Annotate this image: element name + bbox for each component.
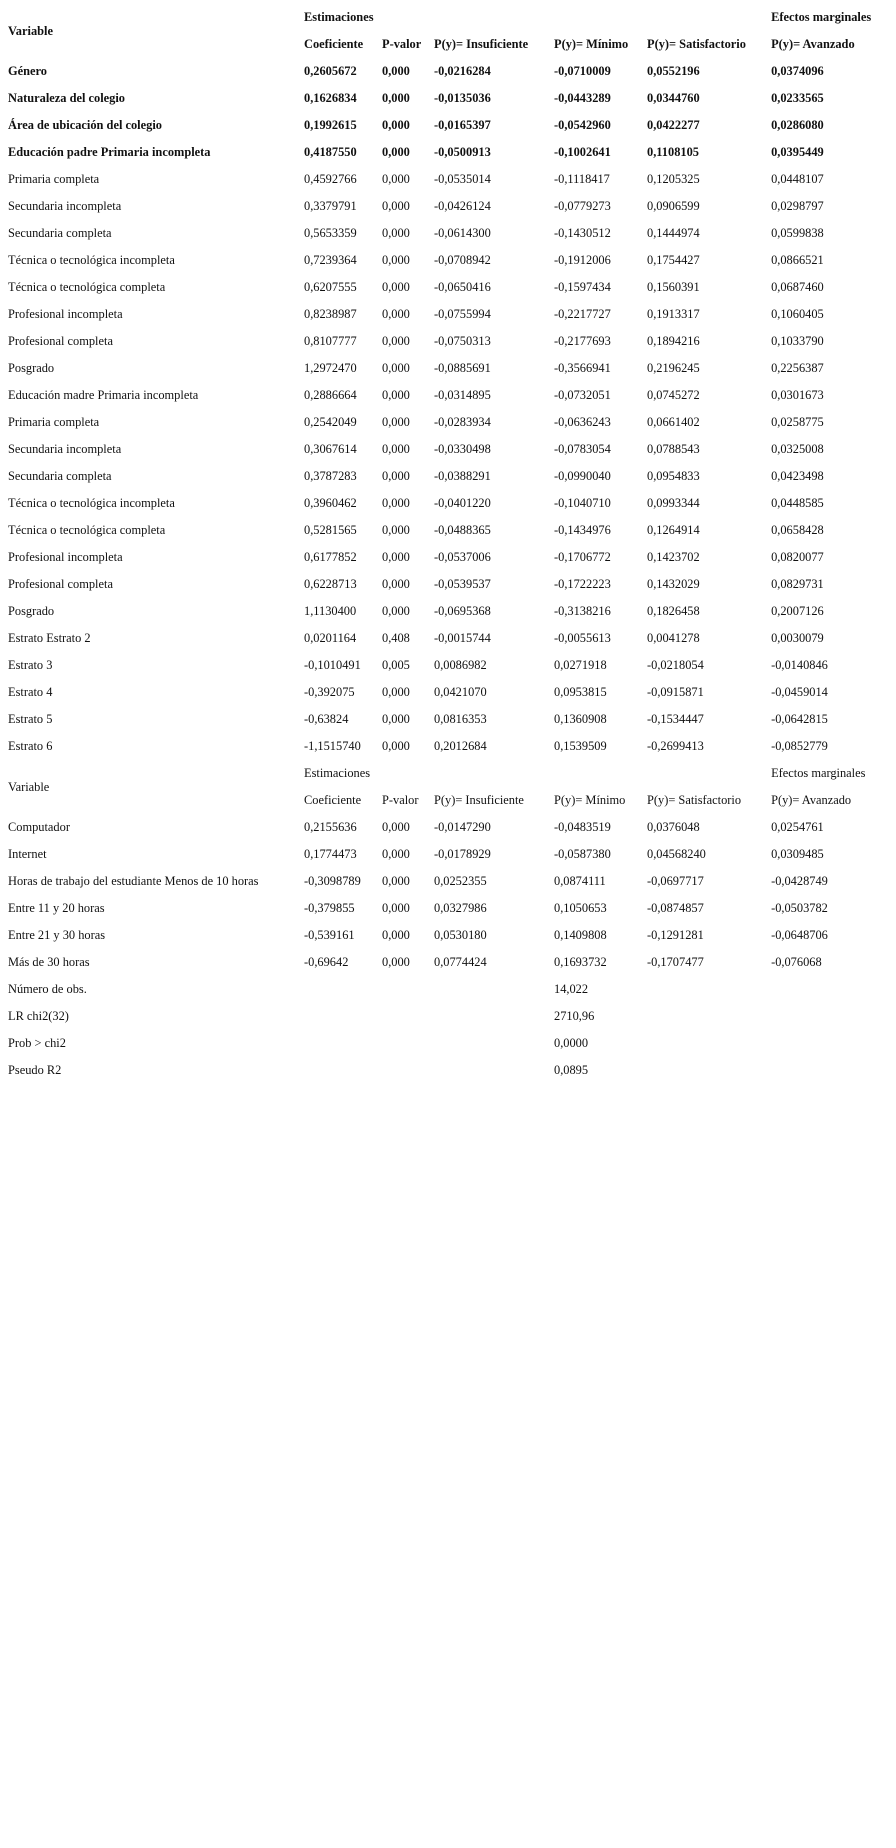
value-cell: 0,000	[382, 901, 410, 916]
table-row	[2, 85, 882, 112]
value-cell: 0,1050653	[554, 901, 607, 916]
column-header: P-valor	[382, 793, 419, 808]
value-cell: 0,0254761	[771, 820, 824, 835]
column-header: Coeficiente	[304, 37, 364, 52]
value-cell: 0,000	[382, 253, 410, 268]
stat-label: Prob > chi2	[8, 1036, 66, 1051]
value-cell: 0,0448585	[771, 496, 824, 511]
value-cell: -0,0147290	[434, 820, 491, 835]
value-cell: 0,2542049	[304, 415, 357, 430]
value-cell: -0,0852779	[771, 739, 828, 754]
variable-header: Variable	[8, 23, 53, 38]
column-header: P(y)= Satisfactorio	[647, 793, 742, 808]
table-row	[2, 139, 882, 166]
value-cell: 0,0376048	[647, 820, 700, 835]
value-cell: 0,000	[382, 928, 410, 943]
variable-label: Secundaria incompleta	[8, 442, 122, 457]
value-cell: -0,0537006	[434, 550, 491, 565]
value-cell: 0,000	[382, 523, 410, 538]
column-header: P(y)= Mínimo	[554, 37, 629, 52]
table-row	[2, 733, 882, 760]
value-cell: -0,1002641	[554, 145, 611, 160]
value-cell: 0,0906599	[647, 199, 700, 214]
value-cell: 0,000	[382, 604, 410, 619]
value-cell: 0,7239364	[304, 253, 357, 268]
value-cell: 0,0788543	[647, 442, 700, 457]
value-cell: 0,0993344	[647, 496, 700, 511]
value-cell: -0,1291281	[647, 928, 704, 943]
table-row	[2, 247, 882, 274]
value-cell: 0,0953815	[554, 685, 607, 700]
value-cell: -0,392075	[304, 685, 355, 700]
variable-header: Variable	[8, 779, 50, 794]
value-cell: 0,1626834	[304, 91, 357, 106]
value-cell: 0,2256387	[771, 361, 824, 376]
variable-label: Secundaria incompleta	[8, 199, 122, 214]
value-cell: -0,0015744	[434, 631, 491, 646]
value-cell: -0,0539537	[434, 577, 491, 592]
value-cell: 0,0258775	[771, 415, 824, 430]
value-cell: 0,0327986	[434, 901, 487, 916]
value-cell: -0,0614300	[434, 226, 491, 241]
table-row	[2, 328, 882, 355]
stat-spacer	[298, 1057, 548, 1084]
value-cell: 0,0325008	[771, 442, 824, 457]
value-cell: -0,0140846	[771, 658, 828, 673]
variable-label: Posgrado	[8, 604, 55, 619]
column-header: Coeficiente	[304, 793, 362, 808]
stats-row	[2, 976, 882, 1003]
value-cell: -0,0178929	[434, 847, 491, 862]
value-cell: -0,1912006	[554, 253, 611, 268]
value-cell: 0,1826458	[647, 604, 700, 619]
value-cell: -0,0750313	[434, 334, 491, 349]
value-cell: -0,0542960	[554, 118, 611, 133]
table-row	[2, 220, 882, 247]
value-cell: -0,3566941	[554, 361, 611, 376]
table-row	[2, 436, 882, 463]
value-cell: 0,0829731	[771, 577, 824, 592]
value-cell: 0,0745272	[647, 388, 700, 403]
value-cell: 0,000	[382, 361, 410, 376]
value-cell: 0,0301673	[771, 388, 824, 403]
value-cell: 0,2605672	[304, 64, 357, 79]
variable-label: Computador	[8, 820, 70, 835]
value-cell: 0,0816353	[434, 712, 487, 727]
value-cell: 0,000	[382, 577, 410, 592]
value-cell: 0,2007126	[771, 604, 824, 619]
value-cell: -0,0401220	[434, 496, 491, 511]
variable-label: Primaria completa	[8, 415, 100, 430]
value-cell: 0,3379791	[304, 199, 357, 214]
stats-row	[2, 1003, 882, 1030]
value-cell: -0,0426124	[434, 199, 491, 214]
value-cell: 0,0395449	[771, 145, 824, 160]
value-cell: 0,000	[382, 712, 410, 727]
value-cell: -0,0990040	[554, 469, 611, 484]
efectos-marginales-header: Efectos marginales	[771, 766, 866, 781]
value-cell: 0,0374096	[771, 64, 824, 79]
table-row	[2, 193, 882, 220]
value-cell: 0,1108105	[647, 145, 699, 160]
value-cell: 0,1992615	[304, 118, 357, 133]
value-cell: -0,0055613	[554, 631, 611, 646]
column-header: P(y)= Mínimo	[554, 793, 626, 808]
value-cell: 0,000	[382, 739, 410, 754]
value-cell: 0,6207555	[304, 280, 357, 295]
value-cell: 0,000	[382, 307, 410, 322]
column-header: P(y)= Insuficiente	[434, 793, 524, 808]
variable-label: Estrato 5	[8, 712, 53, 727]
variable-label: Técnica o tecnológica completa	[8, 523, 166, 538]
value-cell: -0,0500913	[434, 145, 491, 160]
value-cell: 0,0422277	[647, 118, 700, 133]
table-row	[2, 463, 882, 490]
value-cell: 0,1444974	[647, 226, 700, 241]
value-cell: 0,0954833	[647, 469, 700, 484]
value-cell: -1,1515740	[304, 739, 361, 754]
value-cell: 0,0448107	[771, 172, 824, 187]
value-cell: 0,1205325	[647, 172, 700, 187]
stats-row	[2, 1057, 882, 1084]
value-cell: 0,0530180	[434, 928, 487, 943]
value-cell: -0,0648706	[771, 928, 828, 943]
table-row	[2, 274, 882, 301]
table-row	[2, 706, 882, 733]
value-cell: 0,000	[382, 388, 410, 403]
value-cell: 0,2012684	[434, 739, 487, 754]
estimaciones-header: Estimaciones	[304, 10, 374, 25]
value-cell: 1,2972470	[304, 361, 357, 376]
value-cell: -0,0697717	[647, 874, 704, 889]
value-cell: -0,1430512	[554, 226, 611, 241]
value-cell: 0,0687460	[771, 280, 824, 295]
value-cell: 0,3067614	[304, 442, 357, 457]
value-cell: -0,0330498	[434, 442, 491, 457]
variable-label: Más de 30 horas	[8, 955, 90, 970]
value-cell: 0,408	[382, 631, 410, 646]
value-cell: 0,04568240	[647, 847, 706, 862]
value-cell: 0,000	[382, 415, 410, 430]
value-cell: 0,0344760	[647, 91, 700, 106]
value-cell: 0,0271918	[554, 658, 607, 673]
value-cell: -0,0218054	[647, 658, 704, 673]
value-cell: -0,539161	[304, 928, 355, 943]
value-cell: 0,1913317	[647, 307, 700, 322]
table-row	[2, 571, 882, 598]
stat-label: Pseudo R2	[8, 1063, 62, 1078]
value-cell: 0,0874111	[554, 874, 606, 889]
table-row	[2, 355, 882, 382]
value-cell: 0,0552196	[647, 64, 700, 79]
variable-label: Internet	[8, 847, 47, 862]
variable-label: Educación madre Primaria incompleta	[8, 388, 199, 403]
value-cell: 0,000	[382, 685, 410, 700]
value-cell: 0,4187550	[304, 145, 357, 160]
value-cell: 0,0599838	[771, 226, 824, 241]
value-cell: 0,0041278	[647, 631, 700, 646]
value-cell: -0,0443289	[554, 91, 611, 106]
value-cell: 0,1360908	[554, 712, 607, 727]
value-cell: 0,1264914	[647, 523, 700, 538]
variable-label: Naturaleza del colegio	[8, 91, 125, 106]
value-cell: 0,2196245	[647, 361, 700, 376]
value-cell: -0,1434976	[554, 523, 611, 538]
value-cell: 0,000	[382, 442, 410, 457]
value-cell: -0,0710009	[554, 64, 611, 79]
value-cell: -0,3098789	[304, 874, 361, 889]
stat-spacer	[298, 1003, 548, 1030]
column-header: P(y)= Avanzado	[771, 793, 852, 808]
stat-spacer	[298, 976, 548, 1003]
value-cell: 0,1774473	[304, 847, 357, 862]
table-row	[2, 625, 882, 652]
variable-label: Estrato 3	[8, 658, 53, 673]
value-cell: -0,0388291	[434, 469, 491, 484]
value-cell: -0,0885691	[434, 361, 491, 376]
value-cell: 0,6177852	[304, 550, 357, 565]
value-cell: 0,000	[382, 280, 410, 295]
value-cell: 0,1033790	[771, 334, 824, 349]
value-cell: -0,0503782	[771, 901, 828, 916]
value-cell: -0,0216284	[434, 64, 491, 79]
value-cell: 0,3787283	[304, 469, 357, 484]
variable-label: Estrato 6	[8, 739, 53, 754]
stat-spacer	[641, 1057, 882, 1084]
variable-label: Profesional incompleta	[8, 307, 123, 322]
table-row	[2, 679, 882, 706]
value-cell: 0,000	[382, 469, 410, 484]
value-cell: 0,000	[382, 847, 410, 862]
value-cell: -0,0283934	[434, 415, 491, 430]
value-cell: 0,0201164	[304, 631, 357, 646]
value-cell: 0,1423702	[647, 550, 700, 565]
value-cell: 0,2886664	[304, 388, 357, 403]
value-cell: 0,0423498	[771, 469, 824, 484]
table-row	[2, 301, 882, 328]
value-cell: -0,69642	[304, 955, 349, 970]
value-cell: -0,0874857	[647, 901, 704, 916]
value-cell: -0,0642815	[771, 712, 828, 727]
header-row-top	[2, 760, 882, 787]
value-cell: 0,3960462	[304, 496, 357, 511]
table-row	[2, 544, 882, 571]
value-cell: 0,4592766	[304, 172, 357, 187]
value-cell: -0,2177693	[554, 334, 611, 349]
value-cell: -0,0459014	[771, 685, 828, 700]
value-cell: 0,0030079	[771, 631, 824, 646]
variable-label: Estrato 4	[8, 685, 53, 700]
table-row	[2, 841, 882, 868]
value-cell: 0,1560391	[647, 280, 700, 295]
value-cell: 0,1693732	[554, 955, 607, 970]
variable-label: Posgrado	[8, 361, 55, 376]
value-cell: 0,6228713	[304, 577, 357, 592]
value-cell: 0,000	[382, 820, 410, 835]
value-cell: 0,8107777	[304, 334, 357, 349]
variable-label: Secundaria completa	[8, 469, 112, 484]
table-row	[2, 895, 882, 922]
variable-label: Profesional incompleta	[8, 550, 123, 565]
variable-label: Entre 11 y 20 horas	[8, 901, 105, 916]
value-cell: -0,1118417	[554, 172, 610, 187]
value-cell: 0,0658428	[771, 523, 824, 538]
stat-spacer	[641, 1030, 882, 1057]
value-cell: 0,000	[382, 199, 410, 214]
value-cell: 0,2155636	[304, 820, 357, 835]
value-cell: -0,0779273	[554, 199, 611, 214]
value-cell: -0,0695368	[434, 604, 491, 619]
value-cell: -0,0314895	[434, 388, 491, 403]
variable-label: Horas de trabajo del estudiante Menos de 10 horas	[8, 874, 259, 889]
stat-value: 2710,96	[554, 1009, 595, 1024]
value-cell: 0,000	[382, 496, 410, 511]
table-row	[2, 58, 882, 85]
value-cell: 0,000	[382, 955, 410, 970]
efectos-marginales-header: Efectos marginales	[771, 10, 872, 25]
column-header: P(y)= Satisfactorio	[647, 37, 746, 52]
column-header: P(y)= Insuficiente	[434, 37, 529, 52]
table-row	[2, 166, 882, 193]
column-header: P(y)= Avanzado	[771, 37, 855, 52]
variable-label: Profesional completa	[8, 577, 113, 592]
value-cell: 0,0252355	[434, 874, 487, 889]
value-cell: -0,0535014	[434, 172, 491, 187]
value-cell: -0,076068	[771, 955, 822, 970]
stat-value: 14,022	[554, 982, 589, 997]
stat-value: 0,0000	[554, 1036, 589, 1051]
value-cell: 0,000	[382, 91, 410, 106]
value-cell: -0,1010491	[304, 658, 361, 673]
value-cell: -0,0755994	[434, 307, 491, 322]
value-cell: 0,000	[382, 226, 410, 241]
value-cell: -0,0708942	[434, 253, 491, 268]
variable-label: Secundaria completa	[8, 226, 112, 241]
value-cell: -0,1597434	[554, 280, 611, 295]
table-row	[2, 112, 882, 139]
variable-label: Educación padre Primaria incompleta	[8, 145, 211, 160]
variable-label: Entre 21 y 30 horas	[8, 928, 106, 943]
table-row	[2, 598, 882, 625]
value-cell: -0,0165397	[434, 118, 491, 133]
value-cell: 0,000	[382, 145, 410, 160]
table-row	[2, 490, 882, 517]
value-cell: -0,2217727	[554, 307, 611, 322]
value-cell: -0,0636243	[554, 415, 611, 430]
stat-label: LR chi2(32)	[8, 1009, 69, 1024]
value-cell: -0,1706772	[554, 550, 611, 565]
table-row	[2, 517, 882, 544]
value-cell: -0,0135036	[434, 91, 491, 106]
variable-label: Primaria completa	[8, 172, 100, 187]
value-cell: 0,1894216	[647, 334, 700, 349]
stats-row	[2, 1030, 882, 1057]
value-cell: 0,0286080	[771, 118, 824, 133]
value-cell: -0,63824	[304, 712, 349, 727]
value-cell: -0,0483519	[554, 820, 611, 835]
regression-results-table	[2, 4, 882, 1084]
variable-label: Técnica o tecnológica incompleta	[8, 496, 175, 511]
stat-value: 0,0895	[554, 1063, 589, 1078]
value-cell: 0,0086982	[434, 658, 487, 673]
value-cell: -0,0428749	[771, 874, 828, 889]
value-cell: -0,0783054	[554, 442, 611, 457]
value-cell: 0,0820077	[771, 550, 824, 565]
variable-label: Género	[8, 64, 47, 79]
value-cell: -0,0650416	[434, 280, 491, 295]
value-cell: -0,2699413	[647, 739, 704, 754]
estimaciones-header: Estimaciones	[304, 766, 371, 781]
table-row	[2, 868, 882, 895]
variable-label: Técnica o tecnológica incompleta	[8, 253, 175, 268]
value-cell: -0,0488365	[434, 523, 491, 538]
value-cell: 0,5653359	[304, 226, 357, 241]
value-cell: 0,1754427	[647, 253, 700, 268]
value-cell: 0,000	[382, 874, 410, 889]
variable-label: Profesional completa	[8, 334, 113, 349]
table-row	[2, 922, 882, 949]
value-cell: 0,000	[382, 64, 410, 79]
value-cell: 0,0661402	[647, 415, 700, 430]
value-cell: 0,0866521	[771, 253, 824, 268]
value-cell: 0,000	[382, 334, 410, 349]
value-cell: -0,3138216	[554, 604, 611, 619]
variable-label: Estrato Estrato 2	[8, 631, 91, 646]
value-cell: 0,1539509	[554, 739, 607, 754]
value-cell: -0,0915871	[647, 685, 704, 700]
value-cell: 0,000	[382, 118, 410, 133]
stat-spacer	[298, 1030, 548, 1057]
value-cell: 0,0309485	[771, 847, 824, 862]
value-cell: -0,1707477	[647, 955, 704, 970]
value-cell: 0,5281565	[304, 523, 357, 538]
column-header: P-valor	[382, 37, 422, 52]
value-cell: 0,1060405	[771, 307, 824, 322]
value-cell: 0,0298797	[771, 199, 824, 214]
value-cell: 1,1130400	[304, 604, 357, 619]
value-cell: 0,000	[382, 550, 410, 565]
table-row	[2, 409, 882, 436]
table-row	[2, 652, 882, 679]
value-cell: 0,000	[382, 172, 410, 187]
table-row	[2, 382, 882, 409]
value-cell: 0,0233565	[771, 91, 824, 106]
stat-label: Número de obs.	[8, 982, 87, 997]
stat-spacer	[641, 1003, 882, 1030]
header-row-top	[2, 4, 882, 31]
value-cell: 0,1409808	[554, 928, 607, 943]
table-row	[2, 949, 882, 976]
value-cell: 0,8238987	[304, 307, 357, 322]
value-cell: -0,379855	[304, 901, 355, 916]
stat-spacer	[641, 976, 882, 1003]
value-cell: 0,1432029	[647, 577, 700, 592]
value-cell: -0,0732051	[554, 388, 611, 403]
value-cell: 0,0774424	[434, 955, 487, 970]
value-cell: 0,0421070	[434, 685, 487, 700]
table-row	[2, 814, 882, 841]
regression-table-body	[2, 4, 882, 1084]
value-cell: -0,1040710	[554, 496, 611, 511]
value-cell: -0,1722223	[554, 577, 611, 592]
variable-label: Área de ubicación del colegio	[8, 118, 162, 133]
value-cell: 0,005	[382, 658, 410, 673]
value-cell: -0,0587380	[554, 847, 611, 862]
variable-label: Técnica o tecnológica completa	[8, 280, 166, 295]
value-cell: -0,1534447	[647, 712, 704, 727]
